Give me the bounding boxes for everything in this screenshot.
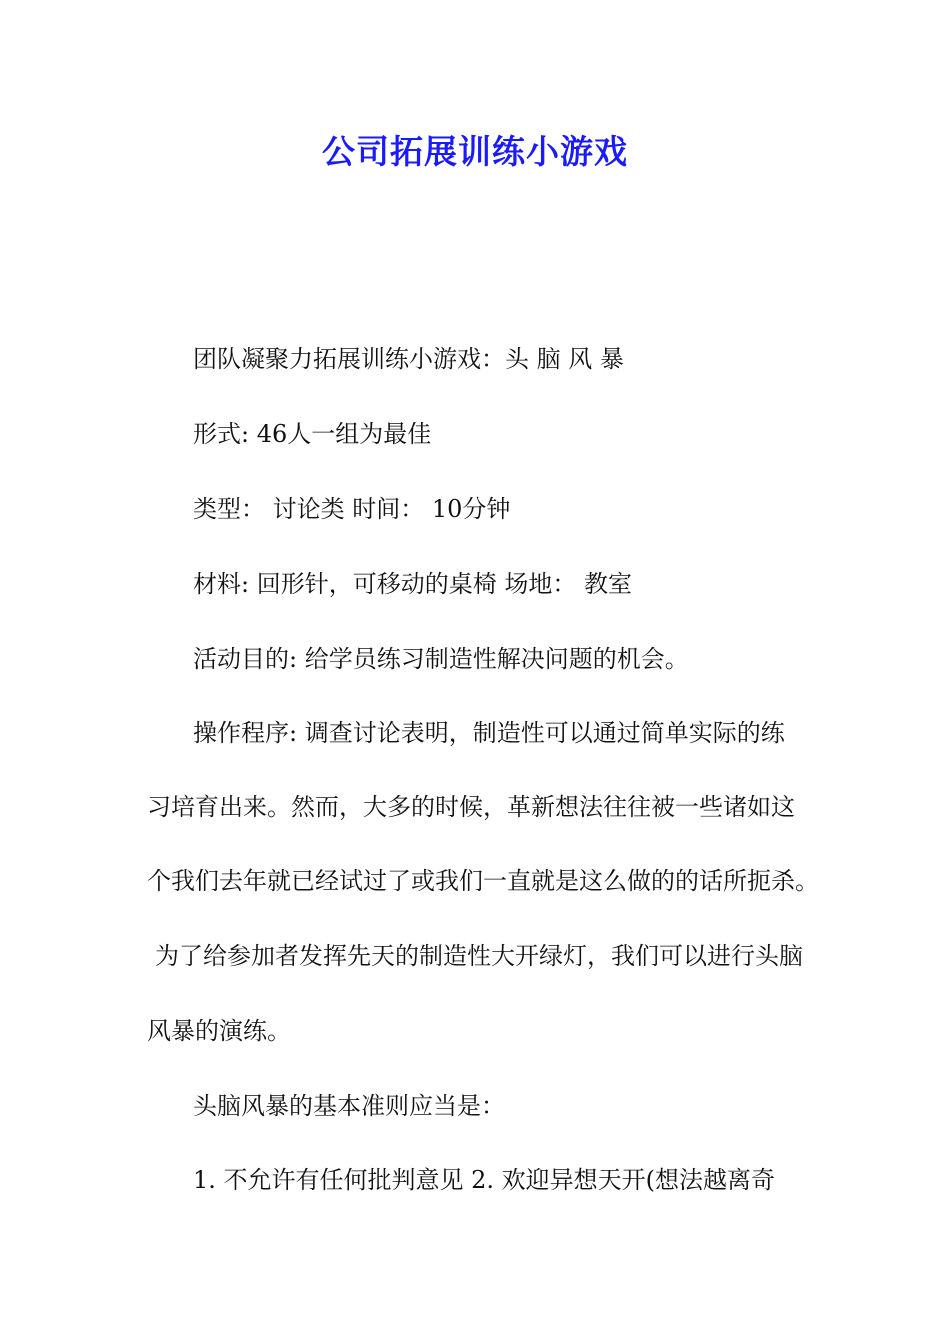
paragraph-line: 为了给参加者发挥先天的制造性大开绿灯，我们可以进行头脑: [155, 942, 803, 970]
paragraph-line: 个我们去年就已经试过了或我们一直就是这么做的的话所扼杀。: [147, 867, 819, 895]
paragraph-line: 类型： 讨论类 时间： 10分钟: [193, 495, 511, 523]
paragraph-line: 活动目的: 给学员练习制造性解决问题的机会。: [193, 645, 689, 673]
paragraph-line: 风暴的演练。: [147, 1017, 291, 1045]
paragraph-line: 操作程序: 调查讨论表明，制造性可以通过简单实际的练: [193, 719, 785, 747]
document-title: 公司拓展训练小游戏: [322, 132, 628, 171]
paragraph-line: 头脑风暴的基本准则应当是：: [193, 1092, 505, 1120]
paragraph-line: 材料: 回形针，可移动的桌椅 场地： 教室: [193, 570, 632, 598]
paragraph-line: 形式: 46人一组为最佳: [193, 420, 432, 448]
paragraph-line: 习培育出来。然而，大多的时候，革新想法往往被一些诸如这: [147, 793, 795, 821]
paragraph-line: 团队凝聚力拓展训练小游戏：头 脑 风 暴: [193, 345, 624, 373]
paragraph-line: 1. 不允许有任何批判意见 2. 欢迎异想天开(想法越离奇: [193, 1166, 776, 1194]
